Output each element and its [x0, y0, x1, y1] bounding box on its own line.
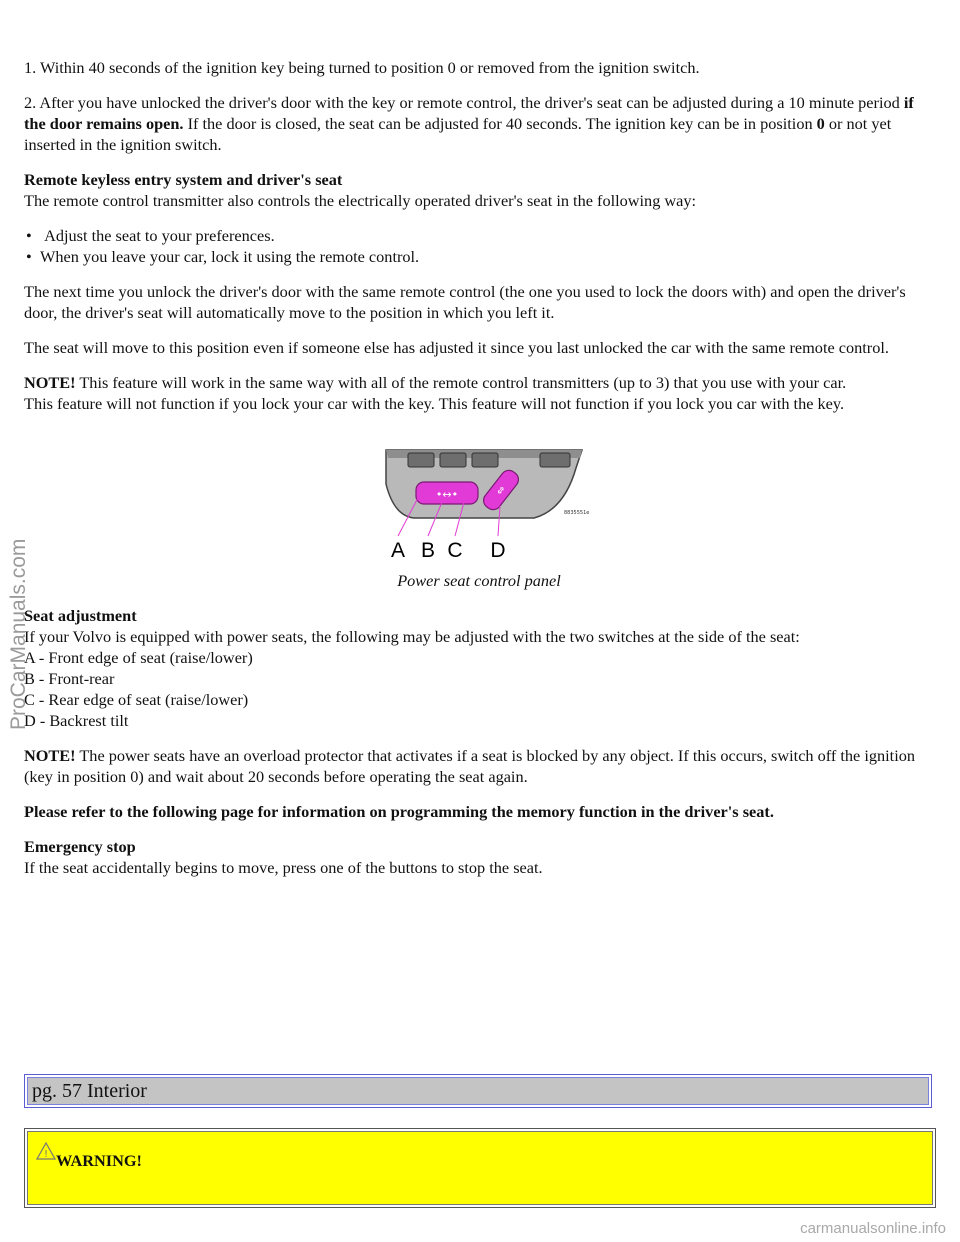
memory-button-1	[408, 453, 434, 467]
intro-p2-text-a: 2. After you have unlocked the driver's door with the key or remote control, the driver's seat can be adjusted during a 10 minute period	[24, 93, 904, 112]
bullet-text: When you leave your car, lock it using the remote control.	[40, 247, 420, 266]
seat-adjustment-section	[24, 605, 934, 822]
power-seat-figure	[24, 444, 934, 564]
note-label: NOTE!	[24, 373, 76, 392]
warning-title: WARNING!	[56, 1151, 142, 1170]
list-item	[26, 246, 934, 267]
intro-p2-bold-position: 0	[816, 114, 825, 133]
seat-heading: Seat adjustment	[24, 606, 137, 625]
bullet-text: Adjust the seat to your preferences.	[44, 226, 275, 245]
intro-p2-text-e: or not yet inserted in the ignition switch.	[24, 114, 892, 154]
intro-paragraph-2	[24, 92, 934, 155]
memory-store-button	[540, 453, 570, 467]
memory-button-3	[472, 453, 498, 467]
warning-triangle-icon	[36, 1142, 56, 1165]
remote-note	[24, 372, 934, 414]
seat-item-a: A - Front edge of seat (raise/lower)	[24, 648, 253, 667]
seat-item-c: C - Rear edge of seat (raise/lower)	[24, 690, 249, 709]
seat-note	[24, 745, 934, 787]
warning-box	[24, 1128, 936, 1208]
side-watermark-text: ProCarManuals.com	[7, 538, 30, 730]
note-text-1: This feature will work in the same way with all of the remote control transmitters (up to 3) that you use with your car.	[75, 373, 847, 392]
remote-section	[24, 169, 934, 414]
page-label: pg. 57 Interior	[27, 1077, 929, 1105]
emergency-section	[24, 836, 934, 878]
label-c: C	[447, 539, 463, 562]
backrest-arrows-icon: ⇕	[493, 484, 507, 499]
remote-paragraph-2: The seat will move to this position even if someone else has adjusted it since you last unlocked the car with the same remote control.	[24, 338, 889, 357]
seat-note-text: The power seats have an overload protector that activates if a seat is blocked by any object. If this occurs, switch off the ignition (key in position 0) and wait about 20 seconds before operating the seat again.	[24, 746, 916, 786]
warning-inner	[27, 1131, 933, 1205]
page-header-bar	[24, 1074, 932, 1108]
list-item	[26, 225, 934, 246]
emergency-heading: Emergency stop	[24, 837, 136, 856]
remote-bullet-list	[24, 225, 934, 267]
label-b: B	[420, 539, 436, 562]
figure-code: 8835551e	[564, 510, 590, 516]
footer-watermark: carmanualsonline.info	[800, 1220, 946, 1237]
cushion-arrows-icon: •↔•	[435, 488, 459, 501]
label-a: A	[390, 539, 406, 562]
refer-bold: Please refer to the following page for information on programming the memory function in the driver's seat.	[24, 802, 774, 821]
intro-paragraph-1: 1. Within 40 seconds of the ignition key being turned to position 0 or removed from the ignition switch.	[24, 58, 700, 77]
intro-p2-text-c: If the door is closed, the seat can be adjusted for 40 seconds. The ignition key can be in position	[183, 114, 817, 133]
remote-paragraph-1: The next time you unlock the driver's door with the same remote control (the one you used to lock the doors with) and open the driver's door, the driver's seat will automatically move to the position in which you left it.	[24, 282, 906, 322]
remote-heading: Remote keyless entry system and driver's seat	[24, 170, 343, 189]
intro-p2-bold-door-open: if the door remains open.	[24, 93, 914, 133]
memory-button-2	[440, 453, 466, 467]
seat-item-d: D - Backrest tilt	[24, 711, 129, 730]
seat-text: If your Volvo is equipped with power seats, the following may be adjusted with the two switches at the side of the seat:	[24, 627, 800, 646]
seat-control-panel-illustration	[364, 444, 594, 564]
note-label: NOTE!	[24, 746, 76, 765]
bullet-icon: •	[26, 226, 32, 245]
figure-caption: Power seat control panel	[397, 571, 561, 590]
emergency-text: If the seat accidentally begins to move, press one of the buttons to stop the seat.	[24, 858, 543, 877]
remote-text: The remote control transmitter also controls the electrically operated driver's seat in the following way:	[24, 191, 697, 210]
seat-item-b: B - Front-rear	[24, 669, 115, 688]
bullet-icon: •	[26, 247, 32, 266]
svg-text:!: !	[43, 1149, 49, 1160]
refer-text	[24, 801, 934, 822]
note-text-2: This feature will not function if you lock your car with the key. This feature will not function if you lock you car with the key.	[24, 394, 845, 413]
manual-content	[24, 57, 934, 878]
label-d: D	[490, 539, 506, 562]
